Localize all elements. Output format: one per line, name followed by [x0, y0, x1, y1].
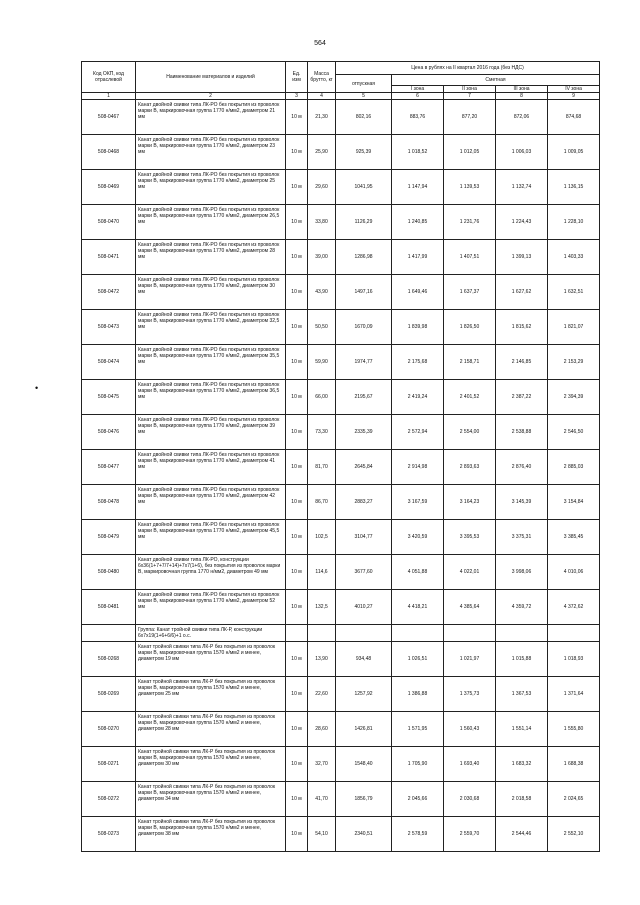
group-code-cell	[82, 625, 136, 642]
item-unit: 10 м	[286, 100, 308, 135]
column-number: 1	[82, 93, 136, 100]
col-code-header: Код ОКП, код отраслевой	[82, 62, 136, 93]
zone1-price: 883,76	[392, 100, 444, 135]
zone3-price: 2 538,88	[496, 415, 548, 450]
item-code: 508-0473	[82, 310, 136, 345]
table-row	[82, 642, 600, 677]
zone4-price: 1 821,07	[548, 310, 600, 345]
zone3-price: 1 627,62	[496, 275, 548, 310]
item-mass: 39,00	[308, 240, 336, 275]
item-unit: 10 м	[286, 310, 308, 345]
item-unit: 10 м	[286, 450, 308, 485]
zone1-price: 2 578,59	[392, 817, 444, 852]
zone3-price: 1 224,43	[496, 205, 548, 240]
item-code: 508-0271	[82, 747, 136, 782]
zone4-price: 1 403,33	[548, 240, 600, 275]
zone2-price: 1 012,05	[444, 135, 496, 170]
table-row	[82, 590, 600, 625]
zone1-price: 2 914,98	[392, 450, 444, 485]
item-mass: 81,70	[308, 450, 336, 485]
zone1-header: I зона	[392, 86, 444, 93]
release-price: 1257,92	[336, 677, 392, 712]
zone1-price: 1 649,46	[392, 275, 444, 310]
table-row	[82, 100, 600, 135]
zone3-price: 1 367,53	[496, 677, 548, 712]
zone3-price: 1 683,32	[496, 747, 548, 782]
table-row	[82, 817, 600, 852]
zone3-price: 3 145,39	[496, 485, 548, 520]
item-mass: 66,00	[308, 380, 336, 415]
zone4-price: 2 546,50	[548, 415, 600, 450]
table-row	[82, 712, 600, 747]
zone3-price: 1 815,62	[496, 310, 548, 345]
item-name: Канат двойной свивки типа ЛК-РО без покрытия из проволок марки В, маркировочная группа 1770 н/мм2, диаметром 36,5 мм	[136, 380, 286, 415]
item-code: 508-0481	[82, 590, 136, 625]
zone4-price: 1 009,05	[548, 135, 600, 170]
release-price: 925,39	[336, 135, 392, 170]
zone1-price: 2 175,68	[392, 345, 444, 380]
release-price: 1041,95	[336, 170, 392, 205]
item-mass: 29,60	[308, 170, 336, 205]
item-code: 508-0467	[82, 100, 136, 135]
zone4-price: 2 885,03	[548, 450, 600, 485]
table-row	[82, 782, 600, 817]
item-code: 508-0471	[82, 240, 136, 275]
table-row	[82, 415, 600, 450]
zone3-price: 4 359,72	[496, 590, 548, 625]
item-name: Канат двойной свивки типа ЛК-РО без покрытия из проволок марки В, маркировочная группа 1770 н/мм2, диаметром 21 мм	[136, 100, 286, 135]
column-number-row	[82, 93, 600, 100]
zone3-price: 2 876,40	[496, 450, 548, 485]
release-price: 2195,67	[336, 380, 392, 415]
zone3-price: 872,06	[496, 100, 548, 135]
release-price: 3104,77	[336, 520, 392, 555]
column-number: 3	[286, 93, 308, 100]
zone2-price: 2 030,68	[444, 782, 496, 817]
item-name: Канат тройной свивки типа ЛК-Р без покрытия из проволок марки В, маркировочная группа 1570 н/мм2 и менее, диаметром 25 мм	[136, 677, 286, 712]
item-mass: 33,80	[308, 205, 336, 240]
zone2-price: 2 554,00	[444, 415, 496, 450]
zone2-price: 2 893,63	[444, 450, 496, 485]
table-row	[82, 520, 600, 555]
item-mass: 25,90	[308, 135, 336, 170]
zone4-price: 4 372,62	[548, 590, 600, 625]
zone2-price: 2 158,71	[444, 345, 496, 380]
release-price: 2645,84	[336, 450, 392, 485]
item-unit: 10 м	[286, 712, 308, 747]
zone3-price: 2 018,58	[496, 782, 548, 817]
table-body-double-lay	[82, 100, 600, 625]
zone2-price: 1 021,97	[444, 642, 496, 677]
zone4-price: 3 385,45	[548, 520, 600, 555]
group-label: Группа: Канат тройной свивки типа ЛК-Р, конструкции 6х7х19(1+6+6/6)+1 о.с.	[136, 625, 286, 642]
item-unit: 10 м	[286, 590, 308, 625]
zone2-price: 4 385,64	[444, 590, 496, 625]
zone4-price: 874,68	[548, 100, 600, 135]
zone1-price: 2 419,24	[392, 380, 444, 415]
zone3-price: 1 132,74	[496, 170, 548, 205]
table-row	[82, 170, 600, 205]
release-price: 3677,60	[336, 555, 392, 590]
zone3-price: 1 399,13	[496, 240, 548, 275]
item-mass: 32,70	[308, 747, 336, 782]
item-name: Канат двойной свивки типа ЛК-РО без покрытия из проволок марки В, маркировочная группа 1770 н/мм2, диаметром 39 мм	[136, 415, 286, 450]
page-number: 564	[314, 40, 326, 47]
zone4-price: 1 228,10	[548, 205, 600, 240]
item-code: 508-0477	[82, 450, 136, 485]
zone2-price: 1 560,43	[444, 712, 496, 747]
table-group	[82, 625, 600, 642]
item-name: Канат двойной свивки типа ЛК-РО без покрытия из проволок марки В, маркировочная группа 1770 н/мм2, диаметром 41 мм	[136, 450, 286, 485]
zone2-header: II зона	[444, 86, 496, 93]
item-mass: 59,90	[308, 345, 336, 380]
table-row	[82, 135, 600, 170]
item-mass: 54,10	[308, 817, 336, 852]
item-name: Канат двойной свивки типа ЛК-РО без покрытия из проволок марки В, маркировочная группа 1770 н/мм2, диаметром 28 мм	[136, 240, 286, 275]
item-unit: 10 м	[286, 275, 308, 310]
zone4-price: 4 010,06	[548, 555, 600, 590]
item-code: 508-0475	[82, 380, 136, 415]
table-body-triple-lay	[82, 642, 600, 852]
column-number: 6	[392, 93, 444, 100]
item-unit: 10 м	[286, 747, 308, 782]
zone1-price: 4 418,21	[392, 590, 444, 625]
release-price: 1974,77	[336, 345, 392, 380]
group-row	[82, 625, 600, 642]
item-name: Канат двойной свивки типа ЛК-РО, конструкции 6х36(1+7+7/7+14)+7х7(1+6), без покрытия из проволок марки В, маркировочная группа 1770 н/мм2, диаметром 49 мм	[136, 555, 286, 590]
table-row	[82, 555, 600, 590]
release-price: 1126,29	[336, 205, 392, 240]
stray-dot: •	[35, 383, 39, 393]
zone2-price: 1 231,76	[444, 205, 496, 240]
zone2-price: 2 401,52	[444, 380, 496, 415]
release-price: 4010,27	[336, 590, 392, 625]
zone1-price: 1 240,85	[392, 205, 444, 240]
zone4-header: IV зона	[548, 86, 600, 93]
item-code: 508-0480	[82, 555, 136, 590]
item-name: Канат двойной свивки типа ЛК-РО без покрытия из проволок марки В, маркировочная группа 1770 н/мм2, диаметром 25 мм	[136, 170, 286, 205]
item-unit: 10 м	[286, 170, 308, 205]
release-price: 1426,81	[336, 712, 392, 747]
zone1-price: 1 386,88	[392, 677, 444, 712]
zone3-price: 3 375,31	[496, 520, 548, 555]
release-price: 2340,51	[336, 817, 392, 852]
zone2-price: 1 637,37	[444, 275, 496, 310]
item-unit: 10 м	[286, 642, 308, 677]
release-price: 1497,16	[336, 275, 392, 310]
zone3-price: 1 551,14	[496, 712, 548, 747]
item-name: Канат двойной свивки типа ЛК-РО без покрытия из проволок марки В, маркировочная группа 1770 н/мм2, диаметром 52 мм	[136, 590, 286, 625]
zone2-price: 1 693,40	[444, 747, 496, 782]
price-table	[81, 61, 600, 852]
release-price: 1286,98	[336, 240, 392, 275]
release-price-header: отпускная	[336, 75, 392, 93]
zone3-price: 2 544,46	[496, 817, 548, 852]
column-number: 4	[308, 93, 336, 100]
zone2-price: 1 375,73	[444, 677, 496, 712]
zone1-price: 3 167,59	[392, 485, 444, 520]
table-row	[82, 380, 600, 415]
zone1-price: 3 420,59	[392, 520, 444, 555]
item-code: 508-0270	[82, 712, 136, 747]
item-unit: 10 м	[286, 555, 308, 590]
zone3-price: 1 015,88	[496, 642, 548, 677]
zone1-price: 4 051,88	[392, 555, 444, 590]
col-unit-header: Ед. изм	[286, 62, 308, 93]
item-code: 508-0479	[82, 520, 136, 555]
item-mass: 114,6	[308, 555, 336, 590]
item-mass: 102,5	[308, 520, 336, 555]
zone3-price: 2 146,85	[496, 345, 548, 380]
item-unit: 10 м	[286, 485, 308, 520]
table-row	[82, 240, 600, 275]
zone1-price: 1 705,90	[392, 747, 444, 782]
item-mass: 21,30	[308, 100, 336, 135]
zone2-price: 1 826,50	[444, 310, 496, 345]
item-code: 508-0472	[82, 275, 136, 310]
zone4-price: 2 024,65	[548, 782, 600, 817]
item-code: 508-0468	[82, 135, 136, 170]
item-name: Канат двойной свивки типа ЛК-РО без покрытия из проволок марки В, маркировочная группа 1770 н/мм2, диаметром 42 мм	[136, 485, 286, 520]
item-name: Канат двойной свивки типа ЛК-РО без покрытия из проволок марки В, маркировочная группа 1770 н/мм2, диаметром 26,5 мм	[136, 205, 286, 240]
item-name: Канат двойной свивки типа ЛК-РО без покрытия из проволок марки В, маркировочная группа 1770 н/мм2, диаметром 35,5 мм	[136, 345, 286, 380]
zone4-price: 3 154,84	[548, 485, 600, 520]
item-mass: 50,50	[308, 310, 336, 345]
zone1-price: 1 026,51	[392, 642, 444, 677]
item-name: Канат двойной свивки типа ЛК-РО без покрытия из проволок марки В, маркировочная группа 1770 н/мм2, диаметром 30 мм	[136, 275, 286, 310]
col-name-header: Наименование материалов и изделий	[136, 62, 286, 93]
release-price: 1856,79	[336, 782, 392, 817]
item-unit: 10 м	[286, 520, 308, 555]
zone3-price: 1 006,03	[496, 135, 548, 170]
zone2-price: 877,20	[444, 100, 496, 135]
price-title-header: Цена в рублях на II квартал 2016 года (без НДС)	[336, 62, 600, 75]
item-name: Канат двойной свивки типа ЛК-РО без покрытия из проволок марки В, маркировочная группа 1770 н/мм2, диаметром 32,5 мм	[136, 310, 286, 345]
zone4-price: 2 153,29	[548, 345, 600, 380]
zone1-price: 1 417,99	[392, 240, 444, 275]
item-unit: 10 м	[286, 345, 308, 380]
item-mass: 22,60	[308, 677, 336, 712]
column-number: 2	[136, 93, 286, 100]
estimate-price-header: Сметная	[392, 75, 600, 86]
release-price: 2883,27	[336, 485, 392, 520]
item-name: Канат тройной свивки типа ЛК-Р без покрытия из проволок марки В, маркировочная группа 1570 н/мм2 и менее, диаметром 38 мм	[136, 817, 286, 852]
item-mass: 28,60	[308, 712, 336, 747]
zone4-price: 1 688,38	[548, 747, 600, 782]
zone4-price: 1 371,64	[548, 677, 600, 712]
item-unit: 10 м	[286, 380, 308, 415]
zone4-price: 1 555,80	[548, 712, 600, 747]
item-mass: 73,30	[308, 415, 336, 450]
table-row	[82, 485, 600, 520]
item-code: 508-0474	[82, 345, 136, 380]
table-row	[82, 205, 600, 240]
table-row	[82, 677, 600, 712]
zone4-price: 2 394,39	[548, 380, 600, 415]
zone2-price: 2 559,70	[444, 817, 496, 852]
zone2-price: 1 407,51	[444, 240, 496, 275]
item-mass: 43,90	[308, 275, 336, 310]
col-mass-header: Масса брутто, кг	[308, 62, 336, 93]
table-header	[82, 62, 600, 100]
item-code: 508-0272	[82, 782, 136, 817]
table-row	[82, 345, 600, 380]
release-price: 802,16	[336, 100, 392, 135]
item-name: Канат тройной свивки типа ЛК-Р без покрытия из проволок марки В, маркировочная группа 1570 н/мм2 и менее, диаметром 28 мм	[136, 712, 286, 747]
item-name: Канат тройной свивки типа ЛК-Р без покрытия из проволок марки В, маркировочная группа 1570 н/мм2 и менее, диаметром 19 мм	[136, 642, 286, 677]
release-price: 1548,40	[336, 747, 392, 782]
item-code: 508-0478	[82, 485, 136, 520]
table-row	[82, 275, 600, 310]
item-code: 508-0268	[82, 642, 136, 677]
item-code: 508-0469	[82, 170, 136, 205]
item-unit: 10 м	[286, 415, 308, 450]
item-unit: 10 м	[286, 240, 308, 275]
column-number: 5	[336, 93, 392, 100]
zone4-price: 1 632,51	[548, 275, 600, 310]
column-number: 7	[444, 93, 496, 100]
zone1-price: 2 572,94	[392, 415, 444, 450]
item-mass: 132,5	[308, 590, 336, 625]
item-unit: 10 м	[286, 205, 308, 240]
item-code: 508-0476	[82, 415, 136, 450]
zone1-price: 1 839,98	[392, 310, 444, 345]
item-unit: 10 м	[286, 135, 308, 170]
table-row	[82, 747, 600, 782]
item-mass: 86,70	[308, 485, 336, 520]
zone4-price: 1 136,15	[548, 170, 600, 205]
column-number: 9	[548, 93, 600, 100]
release-price: 934,48	[336, 642, 392, 677]
item-code: 508-0470	[82, 205, 136, 240]
zone1-price: 1 147,94	[392, 170, 444, 205]
item-name: Канат тройной свивки типа ЛК-Р без покрытия из проволок марки В, маркировочная группа 1570 н/мм2 и менее, диаметром 30 мм	[136, 747, 286, 782]
zone1-price: 1 571,95	[392, 712, 444, 747]
item-unit: 10 м	[286, 817, 308, 852]
release-price: 2335,39	[336, 415, 392, 450]
zone3-header: III зона	[496, 86, 548, 93]
release-price: 1670,09	[336, 310, 392, 345]
item-name: Канат двойной свивки типа ЛК-РО без покрытия из проволок марки В, маркировочная группа 1770 н/мм2, диаметром 23 мм	[136, 135, 286, 170]
zone2-price: 4 022,01	[444, 555, 496, 590]
zone2-price: 1 139,53	[444, 170, 496, 205]
column-number: 8	[496, 93, 548, 100]
item-code: 508-0273	[82, 817, 136, 852]
zone2-price: 3 395,53	[444, 520, 496, 555]
zone1-price: 1 018,52	[392, 135, 444, 170]
table-row	[82, 310, 600, 345]
item-unit: 10 м	[286, 782, 308, 817]
table-row	[82, 450, 600, 485]
zone3-price: 2 387,22	[496, 380, 548, 415]
item-code: 508-0269	[82, 677, 136, 712]
zone2-price: 3 164,23	[444, 485, 496, 520]
item-name: Канат двойной свивки типа ЛК-РО без покрытия из проволок марки В, маркировочная группа 1770 н/мм2, диаметром 45,5 мм	[136, 520, 286, 555]
item-mass: 41,70	[308, 782, 336, 817]
item-name: Канат тройной свивки типа ЛК-Р без покрытия из проволок марки В, маркировочная группа 1570 н/мм2 и менее, диаметром 34 мм	[136, 782, 286, 817]
zone4-price: 1 018,93	[548, 642, 600, 677]
zone3-price: 3 998,06	[496, 555, 548, 590]
zone1-price: 2 045,66	[392, 782, 444, 817]
item-unit: 10 м	[286, 677, 308, 712]
item-mass: 13,90	[308, 642, 336, 677]
zone4-price: 2 552,10	[548, 817, 600, 852]
